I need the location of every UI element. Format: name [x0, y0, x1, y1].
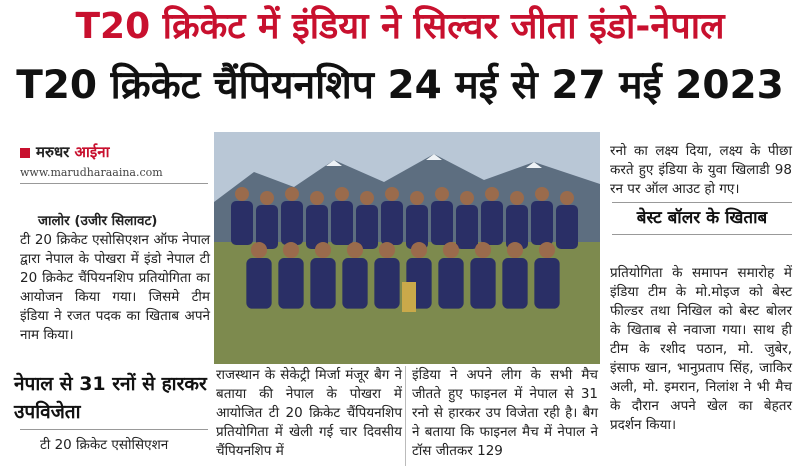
- player-head: [315, 242, 331, 258]
- player-head: [443, 242, 459, 258]
- team-photo-illustration: [214, 132, 600, 364]
- subhead-2-top-rule: [612, 202, 792, 203]
- player-head: [410, 191, 424, 205]
- column-divider: [405, 366, 406, 466]
- player-body: [438, 258, 463, 309]
- player-body: [281, 201, 303, 245]
- player-body: [431, 201, 453, 245]
- team-photo: [214, 132, 600, 364]
- player-body: [470, 258, 495, 309]
- player-head: [539, 242, 555, 258]
- headline-line-2: T20 क्रिकेट चैंपियनशिप 24 मई से 27 मई 2023: [16, 63, 784, 108]
- player-body: [342, 258, 367, 309]
- article-column-1: [20, 212, 210, 345]
- player-head: [435, 187, 449, 201]
- trophy-icon: [402, 282, 416, 312]
- player-head: [235, 187, 249, 201]
- subhead-best-bowler: बेस्ट बॉलर के खिताब: [636, 208, 768, 228]
- player-head: [347, 242, 363, 258]
- player-head: [411, 242, 427, 258]
- player-head: [379, 242, 395, 258]
- logo-square-icon: [20, 148, 30, 158]
- player-body: [381, 201, 403, 245]
- masthead: [20, 142, 205, 179]
- player-body: [556, 205, 578, 249]
- article-column-4: रनो का लक्ष्य दिया, लक्ष्य के पीछा करते हुए इंडिया के युवा खिलाडी 98 रन पर ऑल आउट हो गए।: [610, 143, 792, 197]
- masthead-rule: [20, 183, 208, 184]
- player-body: [331, 201, 353, 245]
- player-body: [278, 258, 303, 309]
- player-head: [485, 187, 499, 201]
- player-head: [335, 187, 349, 201]
- player-body: [374, 258, 399, 309]
- subhead-2-bottom-rule: [612, 234, 792, 235]
- player-body: [231, 201, 253, 245]
- masthead-logo: [20, 142, 205, 162]
- column-1-tail: टी 20 क्रिकेट एसोसिएशन: [40, 437, 169, 453]
- player-body: [502, 258, 527, 309]
- player-head: [285, 187, 299, 201]
- subhead-runner-up: नेपाल से 31 रनों से हारकर उपविजेता: [14, 373, 207, 423]
- article-column-2: राजस्थान के सेकेट्री मिर्जा मंजूर बैग ने बताया की नेपाल के पोखरा में आयोजित टी 20 क्रिकेट चैंपियनशिप प्रतियोगिता में खेली गई चार दिवसीय चैंपियनशिप में: [216, 367, 402, 459]
- player-head: [460, 191, 474, 205]
- article-column-5: प्रतियोगिता के समापन समारोह में इंडिया टीम के मो.मोइज को बेस्ट फील्डर तथा निखिल को बेस्ट बोलर के खिताब से नवाजा गया। साथ ही टीम के रशीद पठान, मो. जुबेर, इंसाफ खान, भानुप्रताप सिंह, जाकिर अली, मो. इमरान, निलांश ने भी मैच के दौरान अपने खेल का बेहतर प्रदर्शन किया।: [610, 265, 792, 433]
- player-body: [310, 258, 335, 309]
- player-head: [360, 191, 374, 205]
- player-body: [356, 205, 378, 249]
- player-head: [560, 191, 574, 205]
- player-body: [481, 201, 503, 245]
- player-head: [510, 191, 524, 205]
- masthead-url: www.marudharaaina.com: [20, 166, 163, 179]
- player-head: [260, 191, 274, 205]
- masthead-name-2: आईना: [74, 143, 110, 161]
- column-1-text: टी 20 क्रिकेट एसोसिएशन ऑफ नेपाल द्वारा नेपाल के पोखरा में इंडो नेपाल टी 20 क्रिकेट चैंपियनशिप प्रतियोगिता का आयोजन किया गया। जिसमे टीम इंडिया ने रजत पदक का खिताब अपने नाम किया।: [20, 232, 210, 343]
- player-head: [251, 242, 267, 258]
- subhead-rule: [20, 429, 208, 430]
- player-body: [534, 258, 559, 309]
- player-head: [310, 191, 324, 205]
- player-head: [535, 187, 549, 201]
- player-body: [246, 258, 271, 309]
- player-body: [456, 205, 478, 249]
- player-head: [507, 242, 523, 258]
- player-head: [283, 242, 299, 258]
- player-head: [385, 187, 399, 201]
- player-head: [475, 242, 491, 258]
- player-body: [531, 201, 553, 245]
- byline: जालोर (उजीर सिलावट): [38, 213, 158, 229]
- masthead-name-1: मरुधर: [36, 143, 70, 161]
- article-column-3: इंडिया ने अपने लीग के सभी मैच जीतते हुए फाइनल में नेपाल से 31 रनो से हारकर उप विजेता रही है। बैग ने बताया कि फाइनल मैच में नेपाल ने टॉस जीतकर 129: [412, 367, 598, 459]
- headline-line-1: T20 क्रिकेट में इंडिया ने सिल्वर जीता इंडो-नेपाल: [75, 6, 725, 47]
